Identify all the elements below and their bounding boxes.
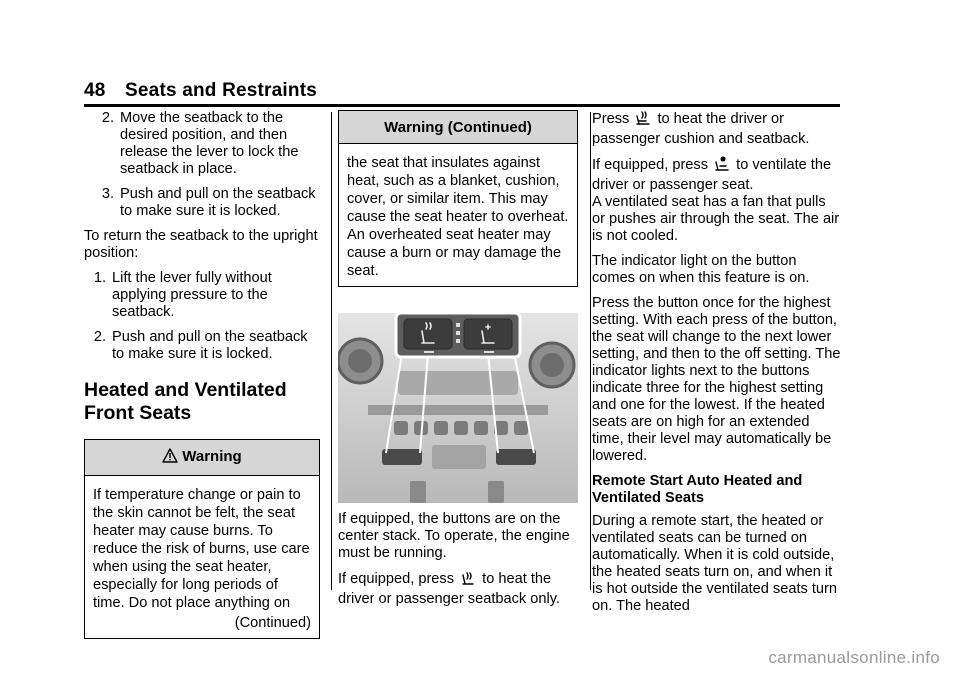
step-number: 2. xyxy=(93,329,106,345)
step-number: 1. xyxy=(93,270,106,286)
center-stack-photo xyxy=(338,313,578,503)
buttons-location-text: If equipped, the buttons are on the center stack. To operate, the engine must be running. xyxy=(338,511,570,561)
step-item xyxy=(84,186,320,220)
page-number: 48 xyxy=(84,80,106,101)
warning-body xyxy=(339,144,577,286)
section-title: Seats and Restraints xyxy=(125,80,317,101)
continued-label: (Continued) xyxy=(234,615,311,631)
text-fragment: If equipped, press xyxy=(592,157,709,173)
seat-vent-text xyxy=(592,156,842,194)
heated-seatback-icon xyxy=(460,570,476,591)
sub-heading: Remote Start Auto Heated and Ventilated Seats xyxy=(592,473,803,506)
step-text: Push and pull on the seatback to make sure it is locked. xyxy=(112,329,308,362)
column-3 xyxy=(592,110,842,623)
warning-text: the seat that insulates against heat, such as a blanket, cushion, cover, or similar item. This may cause the seat heater to overheat. An overheated seat heater may cause a burn or may damage the seat. xyxy=(347,155,569,279)
column-2 xyxy=(338,110,578,616)
warning-box-continued xyxy=(338,110,578,287)
remote-start-text: During a remote start, the heated or ventilated seats can be turned on automatically. When it is cold outside, the heated seats turn on, and when it is hot outside the ventilated seats turn on. The heated xyxy=(592,513,838,614)
indicator-text: The indicator light on the button comes on when this feature is on. xyxy=(592,253,810,286)
step-item xyxy=(84,110,320,178)
step-text: Push and pull on the seatback to make sure it is locked. xyxy=(120,186,316,219)
step-item xyxy=(84,329,320,363)
warning-title xyxy=(85,440,319,476)
step-text: Move the seatback to the desired position, and then release the lever to lock the seatback in place. xyxy=(120,110,299,177)
seat-heat-text xyxy=(592,110,842,148)
section-heading: Heated and Ventilated Front Seats xyxy=(84,379,287,424)
watermark: carmanualsonline.info xyxy=(768,648,940,667)
header-rule xyxy=(84,104,840,107)
warning-text: If temperature change or pain to the skin cannot be felt, the seat heater may cause burns. To reduce the risk of burns, use care when using the seat heater, especially for long periods of time. Do not place anything on xyxy=(93,487,310,611)
text-fragment: to ventilate the driver or passenger seat. xyxy=(592,157,832,193)
intro-text: To return the seatback to the upright position: xyxy=(84,228,318,261)
warning-title-text: Warning xyxy=(182,448,242,465)
column-1 xyxy=(84,110,320,639)
warning-body xyxy=(85,476,319,638)
warning-title: Warning (Continued) xyxy=(339,111,577,144)
text-fragment: to heat the driver or passenger seatback only. xyxy=(338,571,560,607)
column-divider-1 xyxy=(331,112,332,590)
step-text: Lift the lever fully without applying pressure to the seatback. xyxy=(112,270,272,320)
seatback-heat-text xyxy=(338,570,578,608)
page-header xyxy=(84,80,317,102)
text-fragment: If equipped, press xyxy=(338,571,455,587)
column-divider-2 xyxy=(590,112,591,590)
ventilated-description: A ventilated seat has a fan that pulls or pushes air through the seat. The air is not cooled. xyxy=(592,194,840,244)
settings-text: Press the button once for the highest setting. With each press of the button, the seat will change to the next lower setting, and then to the off setting. The indicator lights next to the buttons indicate three for the highest setting and one for the lowest. If the heated seats are on high for an extended time, their level may automatically be lowered. xyxy=(592,295,841,464)
step-number: 3. xyxy=(101,186,114,202)
step-item xyxy=(84,270,320,321)
text-fragment: Press xyxy=(592,111,630,127)
step-number: 2. xyxy=(101,110,114,126)
warning-triangle-icon xyxy=(162,448,178,468)
text-fragment: to heat the driver or passenger cushion and seatback. xyxy=(592,111,810,147)
ventilated-seat-icon xyxy=(714,156,730,177)
warning-box xyxy=(84,439,320,639)
heated-seat-icon xyxy=(635,110,651,131)
